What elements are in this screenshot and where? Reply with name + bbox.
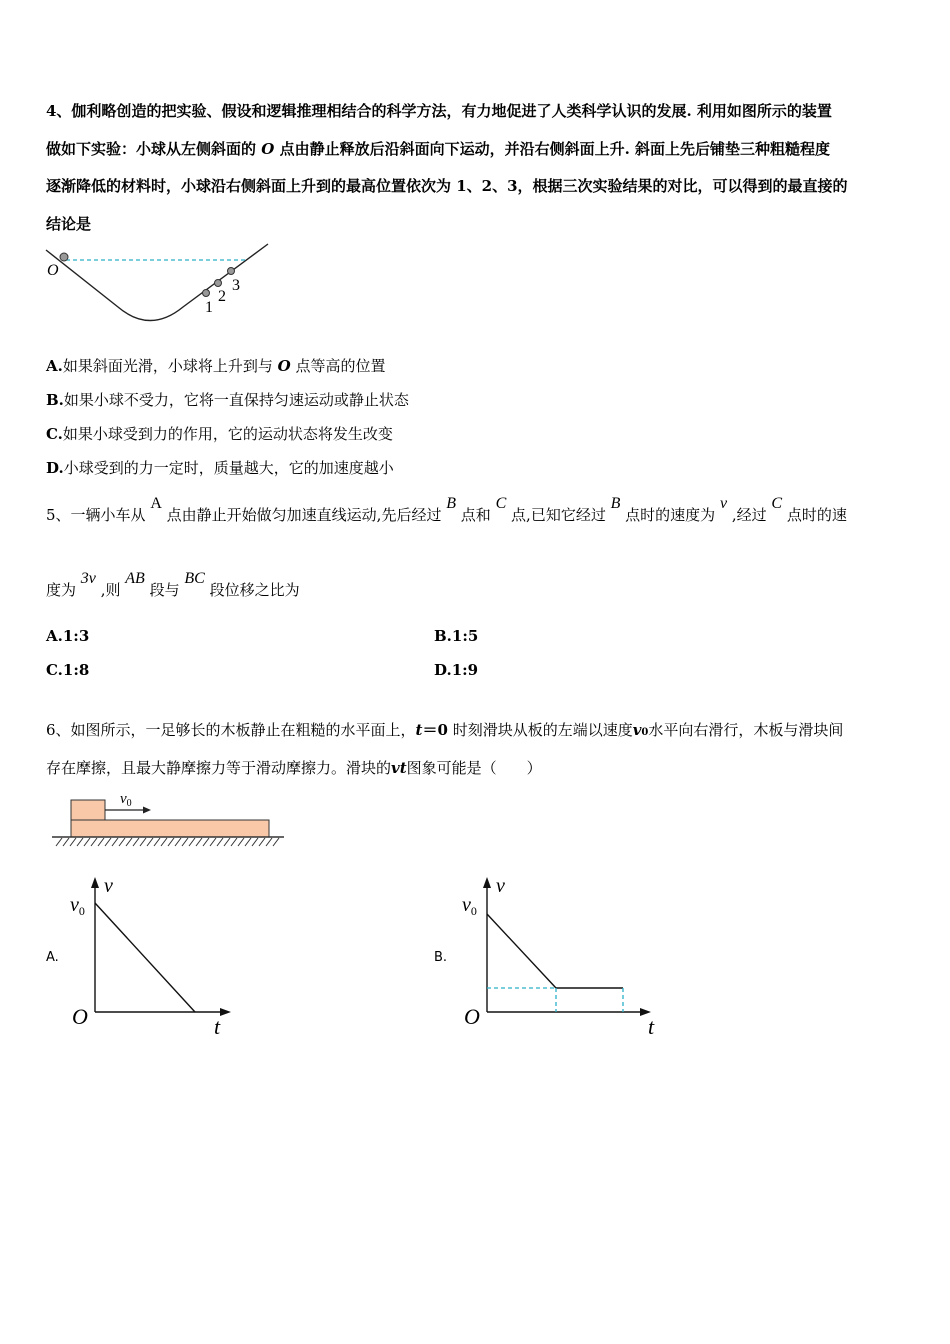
q5-segment-bc: BC bbox=[184, 570, 205, 587]
q5-segment-ab: AB bbox=[125, 570, 145, 587]
q5-point-c-2: C bbox=[771, 495, 783, 512]
q5-point-a: A bbox=[150, 495, 162, 512]
q4-line-3: 逐渐降低的材料时，小球沿右侧斜面上升到的最高位置依次为 1、2、3，根据三次实验结果的对比，可以得到的最直接的 bbox=[46, 177, 848, 195]
q6-text-2: 时刻滑块从板的左端以速度 bbox=[447, 721, 633, 739]
q6-graph-b-line-decel bbox=[487, 914, 556, 988]
q6-graph-a-v0: $v_0$ bbox=[70, 894, 85, 918]
q4-line-1: 4、伽利略创造的把实验、假设和逻辑推理相结合的科学方法，有力地促进了人类科学认识的发展. 利用如图所示的装置 bbox=[46, 102, 832, 120]
q5-option-b[interactable]: B.1:5 bbox=[434, 627, 479, 645]
q4-option-c-label: C. bbox=[46, 425, 63, 443]
q5-text-11: 段位移之比为 bbox=[209, 581, 300, 599]
q6-graph-b-v-arrow bbox=[483, 877, 491, 888]
q5-text-3: 点和 bbox=[460, 506, 491, 524]
q6-text-3: 水平向右滑行，木板与滑块间 bbox=[648, 721, 844, 739]
q5-text-1: 5、一辆小车从 bbox=[46, 506, 146, 524]
q6-text-1: 6、如图所示，一足够长的木板静止在粗糙的水平面上， bbox=[46, 721, 416, 739]
q6-text-4: 存在摩擦，且最大静摩擦力等于滑动摩擦力。滑块的 bbox=[46, 759, 392, 777]
q4-option-b-text: 如果小球不受力，它将一直保持匀速运动或静止状态 bbox=[63, 391, 409, 409]
q6-graph-b-v0: $v_0$ bbox=[462, 894, 477, 918]
q6-vt-symbol: vt bbox=[391, 759, 407, 777]
q5-speed-v: v bbox=[719, 495, 728, 512]
q5-point-c: C bbox=[495, 495, 507, 512]
q5-speed-3v: 3v bbox=[80, 570, 96, 587]
q6-graph-b-origin: O bbox=[464, 1004, 480, 1029]
q5-text-10: 段与 bbox=[149, 581, 180, 599]
q5-text-9: ,则 bbox=[100, 581, 121, 599]
q6-graph-a-axis-t: t bbox=[214, 1014, 221, 1039]
q4-option-d-label: D. bbox=[46, 459, 64, 477]
q4-option-a-post: 点等高的位置 bbox=[295, 357, 386, 375]
q6-t0-value: ＝0 bbox=[422, 721, 448, 739]
q5-text-7: 点时的速 bbox=[786, 506, 847, 524]
q6-v0-subscript: 0 bbox=[641, 727, 649, 738]
q4-fig-label-2: 2 bbox=[218, 288, 226, 305]
q4-line-2-pre: 做如下实验：小球从左侧斜面的 bbox=[46, 140, 257, 158]
q4-option-a-label: A. bbox=[46, 357, 63, 375]
q6-t0-symbol: t bbox=[415, 721, 423, 739]
q4-fig-label-1: 1 bbox=[205, 299, 213, 316]
q5-option-c[interactable]: C.1:8 bbox=[46, 661, 90, 679]
q5-text-5: 点时的速度为 bbox=[625, 506, 716, 524]
q6-setup-v-label: $v_0$ bbox=[120, 791, 132, 809]
q5-point-b: B bbox=[446, 495, 457, 512]
q6-option-b-label[interactable]: B. bbox=[434, 950, 448, 965]
q5-text-4: 点,已知它经过 bbox=[511, 506, 606, 524]
q6-graph-a-axis-v: v bbox=[104, 875, 113, 897]
q5-text-8: 度为 bbox=[46, 581, 77, 599]
q4-option-a-pre: 如果斜面光滑，小球将上升到与 bbox=[62, 357, 273, 375]
q4-option-b-label: B. bbox=[46, 391, 64, 409]
q6-v0-symbol: v bbox=[632, 721, 642, 739]
q6-graph-b-axis-v: v bbox=[496, 875, 505, 897]
q6-option-a-label[interactable]: A. bbox=[46, 950, 59, 965]
q5-text-2: 点由静止开始做匀加速直线运动,先后经过 bbox=[166, 506, 442, 524]
q4-option-a-o: O bbox=[277, 357, 291, 375]
q6-text-5: 图象可能是（ ） bbox=[406, 759, 542, 777]
q6-graph-a-origin: O bbox=[72, 1004, 88, 1029]
q4-fig-label-3: 3 bbox=[232, 277, 240, 294]
q5-point-b-2: B bbox=[610, 495, 621, 512]
q5-option-d[interactable]: D.1:9 bbox=[434, 661, 479, 679]
q4-fig-label-o: O bbox=[47, 262, 59, 279]
q4-option-c-text: 如果小球受到力的作用，它的运动状态将发生改变 bbox=[62, 425, 393, 443]
q4-line-2-post: 点由静止释放后沿斜面向下运动，并沿右侧斜面上升. 斜面上先后铺垫三种粗糙程度 bbox=[279, 140, 831, 158]
q6-graph-b-axis-t: t bbox=[648, 1014, 655, 1039]
q4-line-4: 结论是 bbox=[46, 215, 92, 233]
q5-option-a[interactable]: A.1:3 bbox=[46, 627, 90, 645]
q4-point-o: O bbox=[261, 140, 275, 158]
q5-text-6: ,经过 bbox=[731, 506, 767, 524]
q4-option-d-text: 小球受到的力一定时，质量越大，它的加速度越小 bbox=[63, 459, 394, 477]
